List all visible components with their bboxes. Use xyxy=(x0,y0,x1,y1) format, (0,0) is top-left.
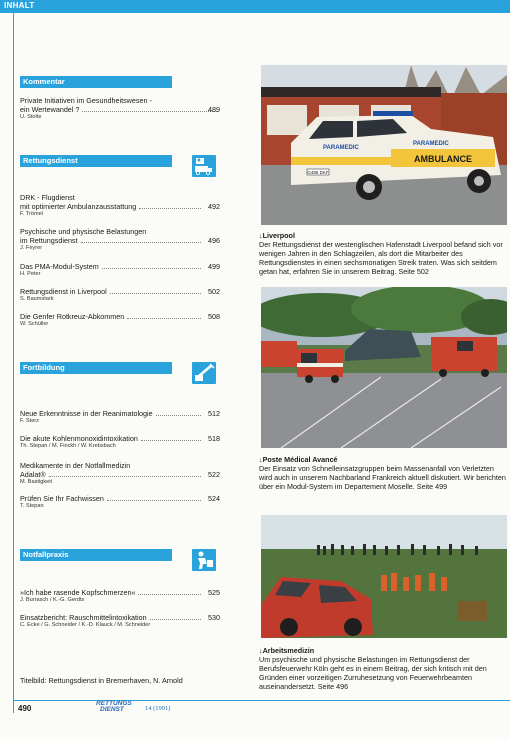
section-label: INHALT xyxy=(4,1,35,10)
entry-author: T. Stepan xyxy=(20,503,44,509)
entry-title: Das PMA-Modul-System xyxy=(20,262,99,271)
caption-liverpool xyxy=(259,231,509,276)
entry-author: C. Ecke / G. Schneider / K.-D. Klauck / M. Schneider xyxy=(20,622,151,628)
section-header-kommentar: Kommentar xyxy=(20,76,172,88)
toc-entry[interactable] xyxy=(20,613,220,629)
entry-title: Die akute Kohlenmonoxidintoxikation xyxy=(20,434,138,443)
entry-page: 522 xyxy=(208,470,220,479)
paramedic-text: PARAMEDIC xyxy=(323,145,359,151)
entry-title-line2: mit optimierter Ambulanzausstattung xyxy=(20,202,137,211)
entry-author: H. Peter xyxy=(20,271,41,277)
footer-rule xyxy=(13,700,510,701)
entry-page: 512 xyxy=(208,409,220,418)
entry-page: 499 xyxy=(208,262,220,271)
entry-title-line2: ein Wertewandel ? xyxy=(20,105,80,114)
caption-title: ↓ Liverpool xyxy=(259,231,509,240)
license-plate: G488 DKF xyxy=(307,170,329,175)
side-rule xyxy=(13,13,14,713)
poste-medical-photo xyxy=(261,287,507,448)
exercise-photo xyxy=(261,515,507,638)
paramedic-icon xyxy=(192,549,216,571)
entry-author: M. Bastigkeit xyxy=(20,479,53,485)
toc-entry[interactable] xyxy=(20,262,220,278)
entry-author: F. Trömel xyxy=(20,211,43,217)
paramedic-text-side: PARAMEDIC xyxy=(413,141,449,147)
toc-entry[interactable] xyxy=(20,287,220,303)
entry-author: Th. Stepan / M. Finckh / W. Krebsbach xyxy=(20,443,116,449)
entry-page: 518 xyxy=(208,434,220,443)
entry-title: Rettungsdienst in Liverpool xyxy=(20,287,107,296)
section-header-fortbildung: Fortbildung xyxy=(20,362,172,374)
entry-page: 530 xyxy=(208,613,220,622)
caption-title: ↓ Arbeitsmedizin xyxy=(259,646,509,655)
entry-page: 524 xyxy=(208,494,220,503)
toc-entry[interactable] xyxy=(20,588,220,604)
entry-page-box xyxy=(20,105,220,114)
entry-title: DRK - Flugdienst xyxy=(20,193,75,202)
entry-title-line2: Adalat® xyxy=(20,470,46,479)
toc-entry[interactable] xyxy=(20,494,220,510)
caption-text: Der Rettungsdienst der westenglischen Hafenstadt Liverpool befand sich vor wenigen Jahren in den Schlagzeilen, als dort die Mitarbeiter des Rettungsdienstes in einen sechsmonatigen Streik traten. Was sich seitdem getan hat, erfahren Sie in unserem Beitrag. Seite 502 xyxy=(259,240,503,276)
entry-page: 496 xyxy=(208,236,220,245)
syringe-icon xyxy=(192,362,216,384)
toc-entry[interactable] xyxy=(20,312,220,328)
entry-page: 492 xyxy=(208,202,220,211)
entry-title: Einsatzbericht: Rauschmittelintoxikation xyxy=(20,613,147,622)
entry-author: J. Burrasch / K.-G. Gerdts xyxy=(20,597,85,603)
entry-page: 502 xyxy=(208,287,220,296)
entry-title: Prüfen Sie Ihr Fachwissen xyxy=(20,494,104,503)
entry-title: Neue Erkenntnisse in der Reanimatologie xyxy=(20,409,153,418)
section-header-notfallpraxis: Notfallpraxis xyxy=(20,549,172,561)
toc-entry[interactable] xyxy=(20,193,220,218)
issue-number: 14 (1991) xyxy=(145,705,171,712)
header-bar xyxy=(0,0,510,13)
toc-entry[interactable] xyxy=(20,461,220,486)
caption-title: ↓ Poste Médical Avancé xyxy=(259,455,509,464)
ambulance-icon xyxy=(192,155,216,177)
entry-title: Medikamente in der Notfallmedizin xyxy=(20,461,131,470)
cover-credit: Titelbild: Rettungsdienst in Bremerhaven, N. Arnold xyxy=(20,676,183,685)
entry-page: 525 xyxy=(208,588,220,597)
caption-text: Um psychische und physische Belastungen im Rettungsdienst der Berufsfeuerwehr Köln geht es in einem Beitrag, der sich kritisch mit den Gründen einer vorzeitigen Zurruhesetzung von Feuerwehrbeamten auseinandersetzt. Seite 496 xyxy=(259,655,487,691)
entry-author: F. Sterz xyxy=(20,418,39,424)
entry-page: 508 xyxy=(208,312,220,321)
entry-title: Private Initiativen im Gesundheitswesen - xyxy=(20,96,152,105)
logo-line2: DIENST xyxy=(100,706,124,713)
ambulance-text: AMBULANCE xyxy=(414,154,472,164)
liverpool-ambulance-photo xyxy=(261,65,507,225)
entry-author: W. Schüller xyxy=(20,321,49,327)
entry-title: »Ich habe rasende Kopfschmerzen« xyxy=(20,588,136,597)
page-number: 490 xyxy=(18,704,32,713)
entry-title: Psychische und physische Belastungen xyxy=(20,227,147,236)
section-header-rettungsdienst: Rettungsdienst xyxy=(20,155,172,167)
caption-text: Der Einsatz von Schnelleinsatzgruppen beim Massenanfall von Verletzten wird auch in unserem Nachbarland Frankreich aktuell diskutiert. Wir berichten über ein Modul-System im Departement Moselle. Seite 499 xyxy=(259,464,506,491)
magazine-logo xyxy=(96,701,132,713)
entry-page: 489 xyxy=(208,105,220,114)
caption-arbeitsmedizin xyxy=(259,646,509,691)
entry-author: U. Stolte xyxy=(20,114,42,120)
logo-line1: RETTUNGS xyxy=(96,700,132,707)
entry-title-line2: im Rettungsdienst xyxy=(20,236,78,245)
entry-author: J. Feyrer xyxy=(20,245,43,251)
entry-title: Die Genfer Rotkreuz-Abkommen xyxy=(20,312,125,321)
toc-entry[interactable] xyxy=(20,227,220,252)
entry-author: S. Baumstark xyxy=(20,296,54,302)
toc-entry[interactable] xyxy=(20,434,220,450)
toc-entry[interactable] xyxy=(20,409,220,425)
caption-poste-medical xyxy=(259,455,509,491)
